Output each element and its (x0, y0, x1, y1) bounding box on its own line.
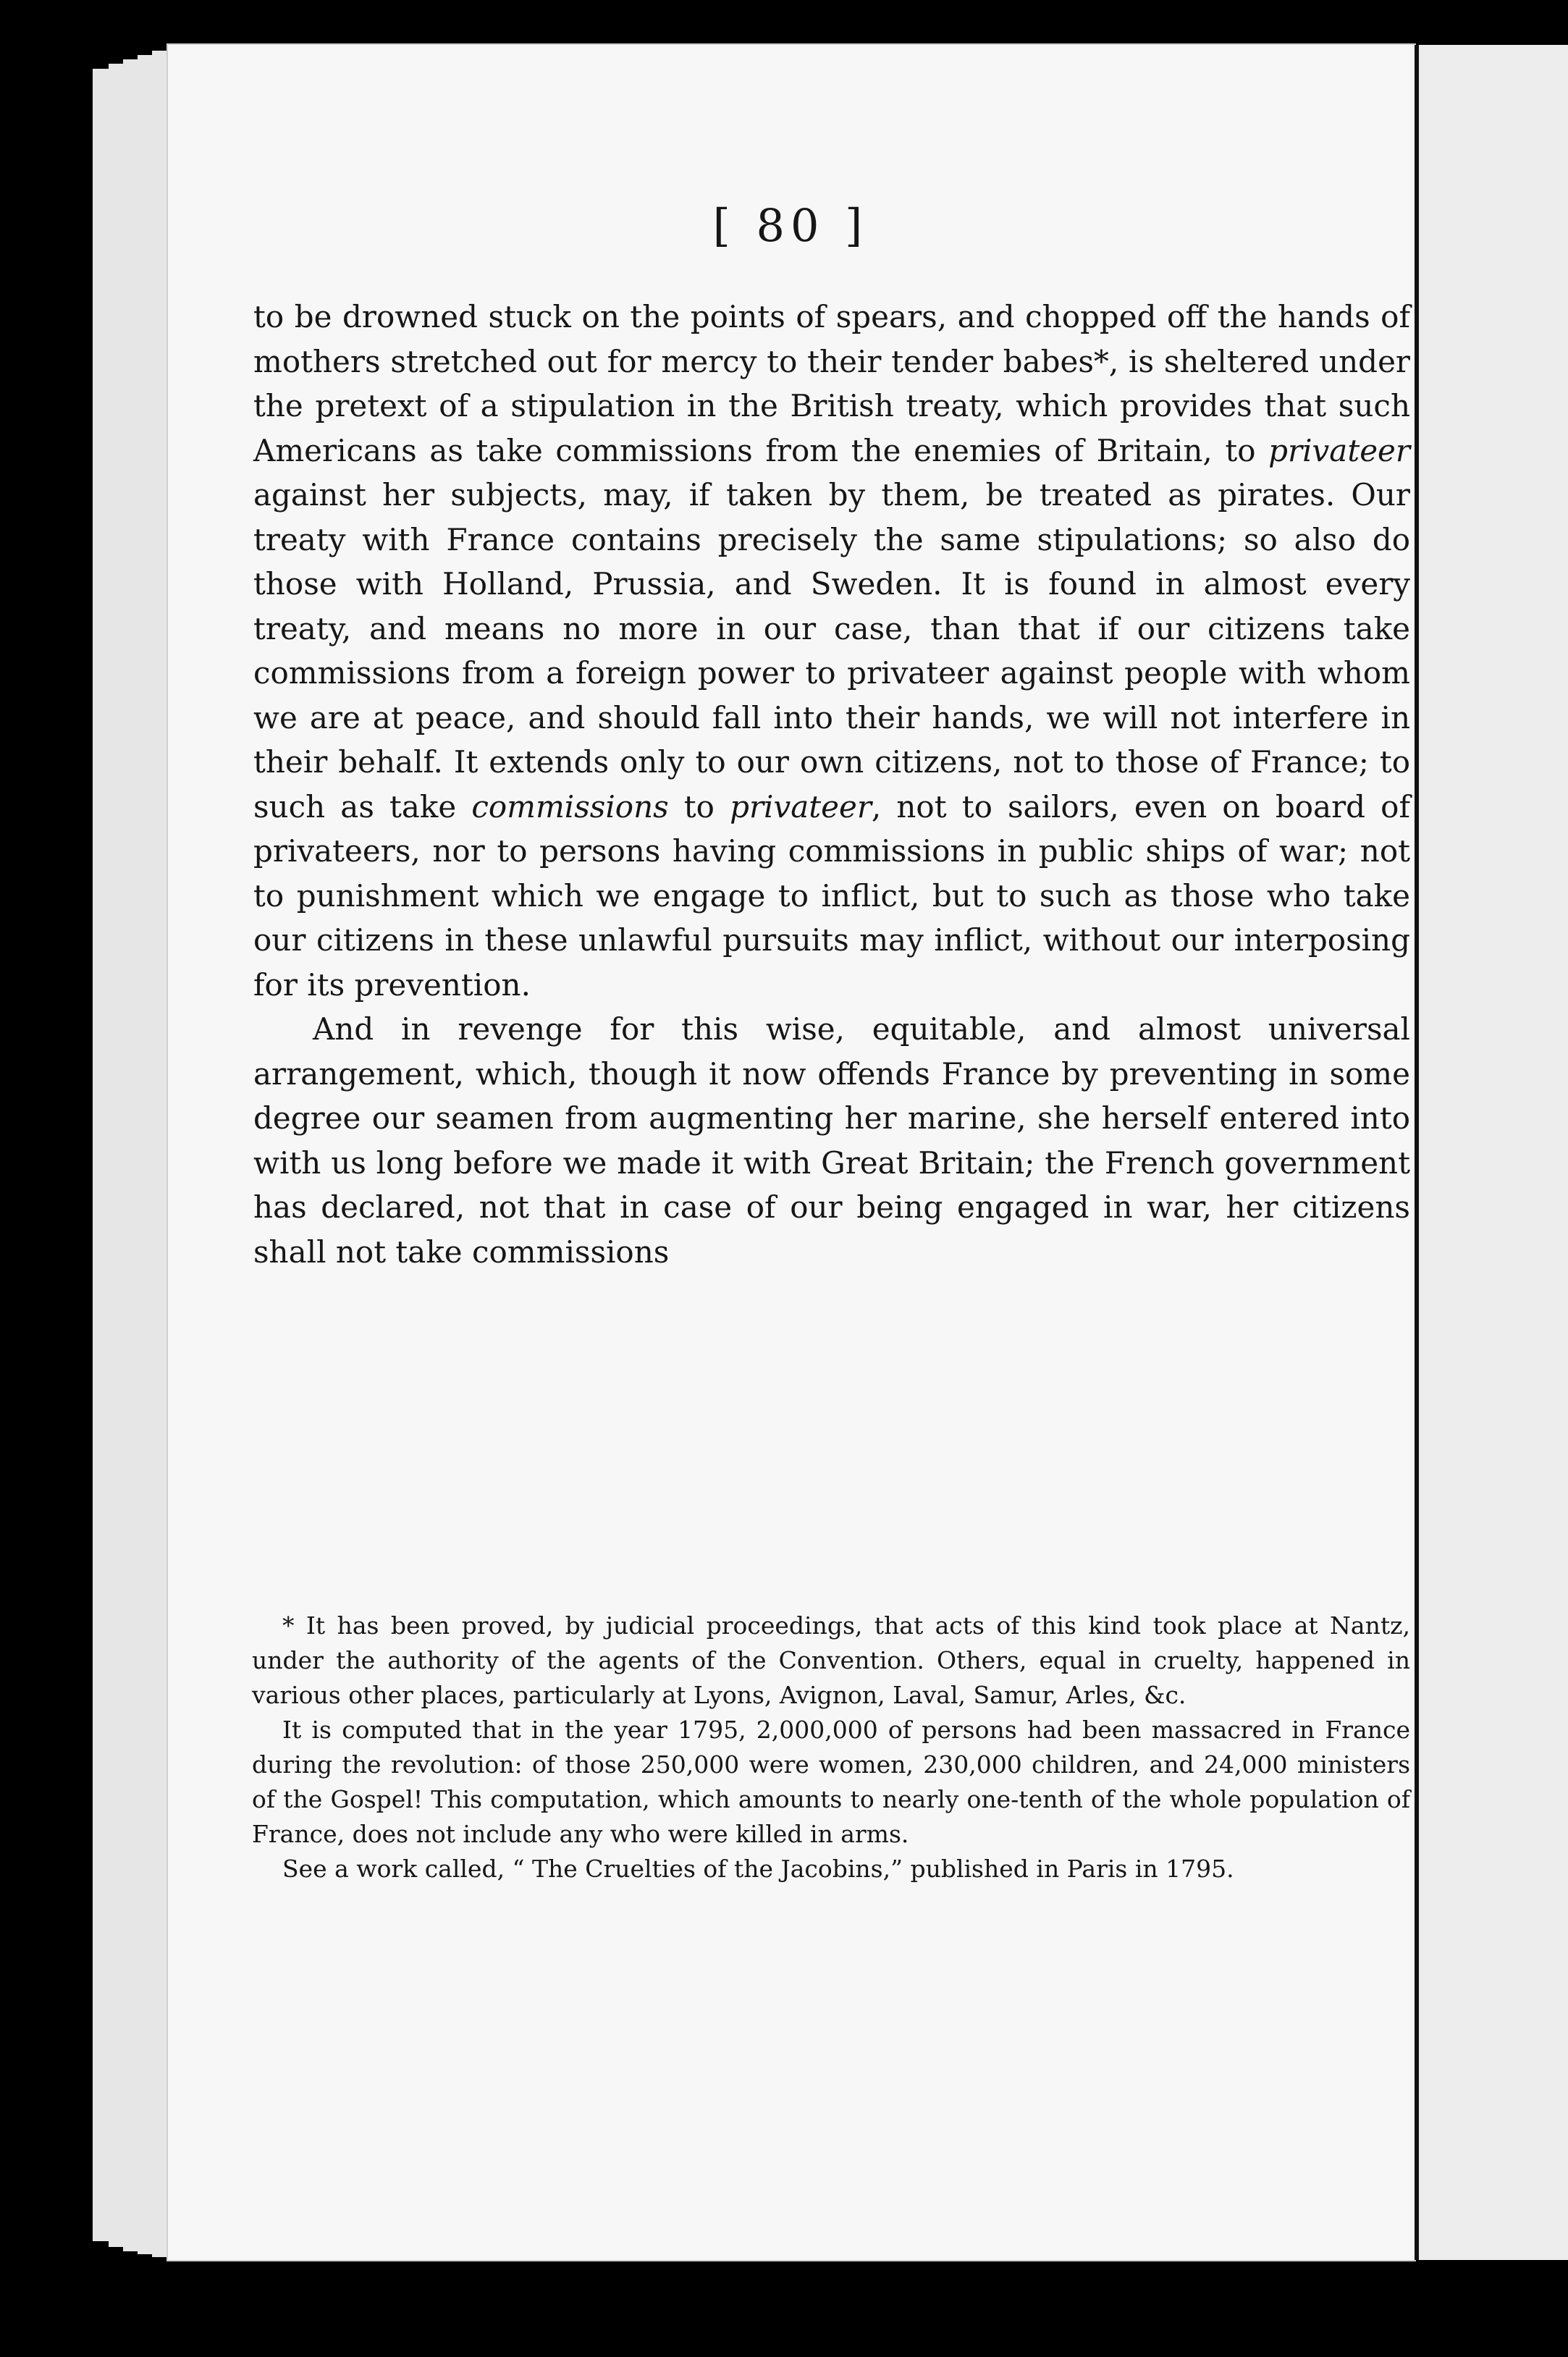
body-text (253, 295, 1410, 1274)
footnote-2: It is computed that in the year 1795, 2,000,000 of persons had been massacred in France during the revolution: of those 250,000 were women, 230,000 children, and 24,000 ministers of the Gospel! This computation, which amounts to nearly one-tenth of the whole population of France, does not include any who were killed in arms. (252, 1716, 1410, 1848)
text-run: to be drowned stuck on the points of spears, and chopped off the hands of mothers stretched out for mercy to their tender babes*, is sheltered under the pretext of a stipulation in the British treaty, which provides that such Americans as take commissions from the enemies of Britain, to (253, 299, 1410, 468)
page-number: [ 80 ] (712, 199, 869, 252)
footnote-3: See a work called, “ The Cruelties of the Jacobins,” published in Paris in 1795. (282, 1855, 1234, 1883)
italic-text: privateer (1268, 432, 1410, 468)
facing-page-edge (1415, 45, 1568, 2260)
text-run: , not to sailors, even on board of privateers, nor to persons having commissions in public ships of war; not to punishment which we engage to inflict, but to such as those who take our citizens in these unlawful pursuits may inflict, without our interposing for its prevention. (253, 788, 1411, 1003)
text-run: against her subjects, may, if taken by them, be treated as pirates. Our treaty with France contains precisely the same stipulations; so also do those with Holland, Prussia, and Sweden. It is found in almost every treaty, and means no more in our case, than that if our citizens take commissions from a foreign power to privateer against people with whom we are at peace, and should fall into their hands, we will not interfere in their behalf. It extends only to our own citizens, not to those of France; to such as take (253, 477, 1410, 825)
italic-text: commissions (471, 788, 669, 825)
text-run: to (668, 788, 730, 825)
italic-text: privateer (730, 788, 872, 825)
paragraph-1 (253, 295, 1410, 1007)
footnotes (252, 1608, 1410, 1886)
book-page (168, 45, 1415, 2260)
footnote-1: * It has been proved, by judicial proceedings, that acts of this kind took place at Nantz, under the authority of the agents of the Convention. Others, equal in cruelty, happened in various other places, particularly at Lyons, Avignon, Laval, Samur, Arles, &c. (252, 1611, 1410, 1709)
text-run: And in revenge for this wise, equitable, and almost universal arrangement, which, though it now offends France by preventing in some degree our seamen from augmenting her marine, she herself entered into with us long before we made it with Great Britain; the French government has declared, not that in case of our being engaged in war, her citizens shall not take commissions (253, 1011, 1410, 1270)
paragraph-2 (253, 1007, 1410, 1274)
